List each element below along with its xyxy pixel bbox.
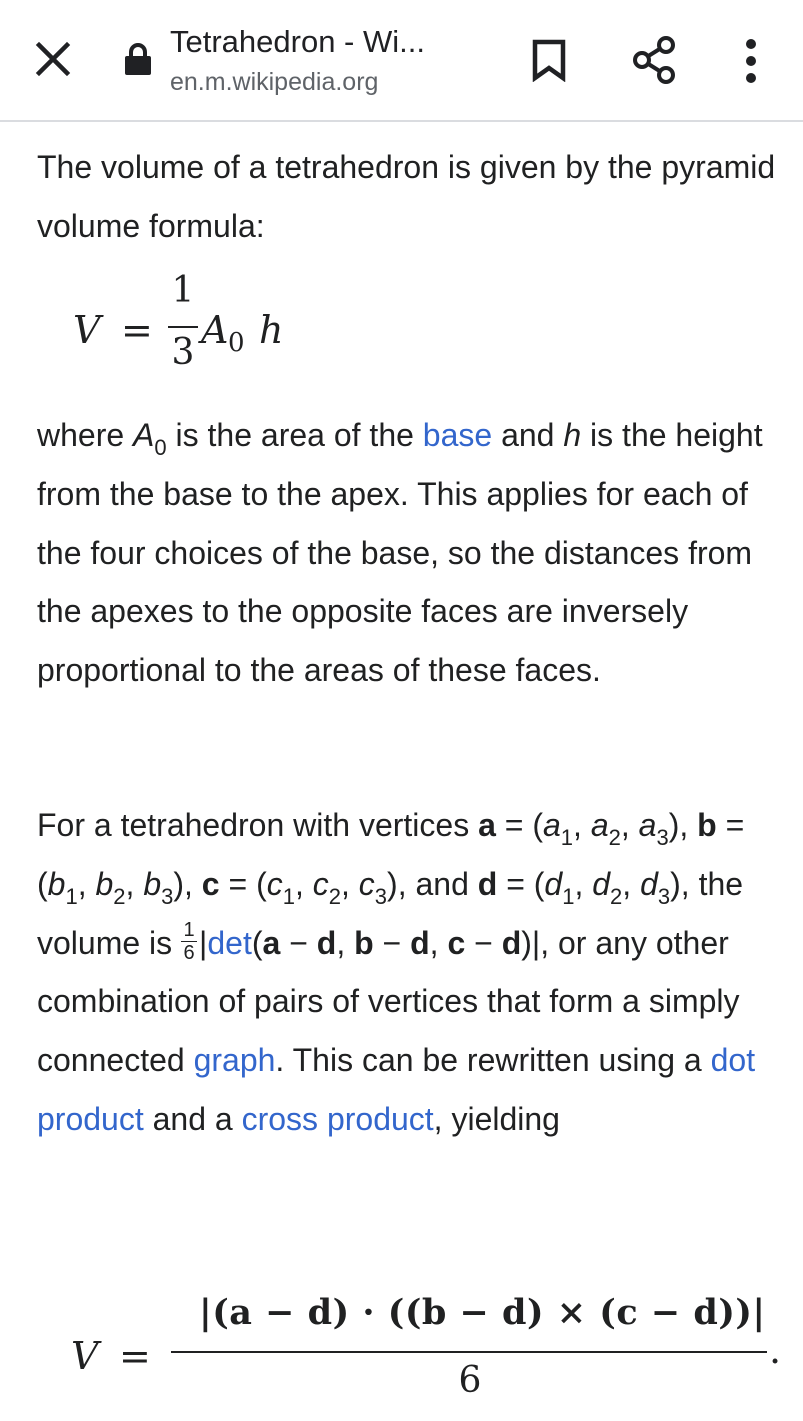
formula1-num: 1 <box>171 270 195 311</box>
more-vert-icon[interactable] <box>734 36 768 86</box>
formula2-lhs: V <box>71 1334 99 1378</box>
formula1-h: h <box>259 308 284 352</box>
formula1-eq: = <box>121 308 153 352</box>
link-base[interactable]: base <box>422 417 493 453</box>
formula2-period: . <box>769 1328 782 1372</box>
link-det[interactable]: det <box>207 924 252 961</box>
formula-triple-product <box>71 1292 801 1418</box>
close-icon[interactable] <box>30 36 76 82</box>
paragraph-volume-intro: The volume of a tetrahedron is given by the pyramid volume formula: <box>37 149 776 244</box>
paragraph-determinant: For a tetrahedron with vertices $a = (a_1$, $a_2$, $a_3$), $b = (b_1$, $b_2$, $b_3$), $c = (c_1$, $c_2$, $c_3$), and $d = (d_1$, $d_2$, $d_3$), the volume is $\frac{1}{6}$ |det(a − d, b − d, c − d)|, or any other combination of pairs of vertices that form a simply connected graph. This can be rewritten using a dot product and a cross product, yielding <box>37 807 756 1137</box>
link-cross-product[interactable]: cross product <box>241 1100 434 1137</box>
formula2-eq: = <box>119 1334 151 1378</box>
inline-fraction-one-sixth: $\frac{1}{6}$ <box>181 920 197 963</box>
formula1-lhs: V <box>73 308 101 352</box>
formula1-area-sub: 0 <box>228 328 245 358</box>
browser-toolbar <box>0 0 803 122</box>
page-url[interactable]: en.m.wikipedia.org <box>170 68 379 96</box>
bookmark-icon[interactable] <box>528 38 570 82</box>
var-h: h <box>563 417 582 453</box>
formula-pyramid-volume <box>73 270 373 394</box>
formula1-area: A <box>201 308 229 352</box>
var-a0: A <box>133 417 155 453</box>
link-graph[interactable]: graph <box>193 1042 276 1079</box>
formula1-fraction-bar <box>168 326 198 328</box>
link-dot-product[interactable]: dot product <box>37 1042 756 1137</box>
page-title[interactable]: Tetrahedron - Wi... <box>170 24 425 59</box>
formula2-den: 6 <box>458 1360 482 1401</box>
lock-icon <box>122 42 154 76</box>
formula2-numerator: |(a − d) · ((b − d) × (c − d))| <box>199 1292 766 1333</box>
share-icon[interactable] <box>628 34 680 86</box>
formula1-den: 3 <box>171 332 195 373</box>
formula2-fraction-bar <box>171 1351 767 1353</box>
paragraph-base-height: where $A_0$ is the area of the base and h is the height from the base to the apex. This applies for each of the four choices of the base, so the distances from the apexes to the opposite faces are inversely proportional to the areas of these faces. <box>37 417 763 689</box>
